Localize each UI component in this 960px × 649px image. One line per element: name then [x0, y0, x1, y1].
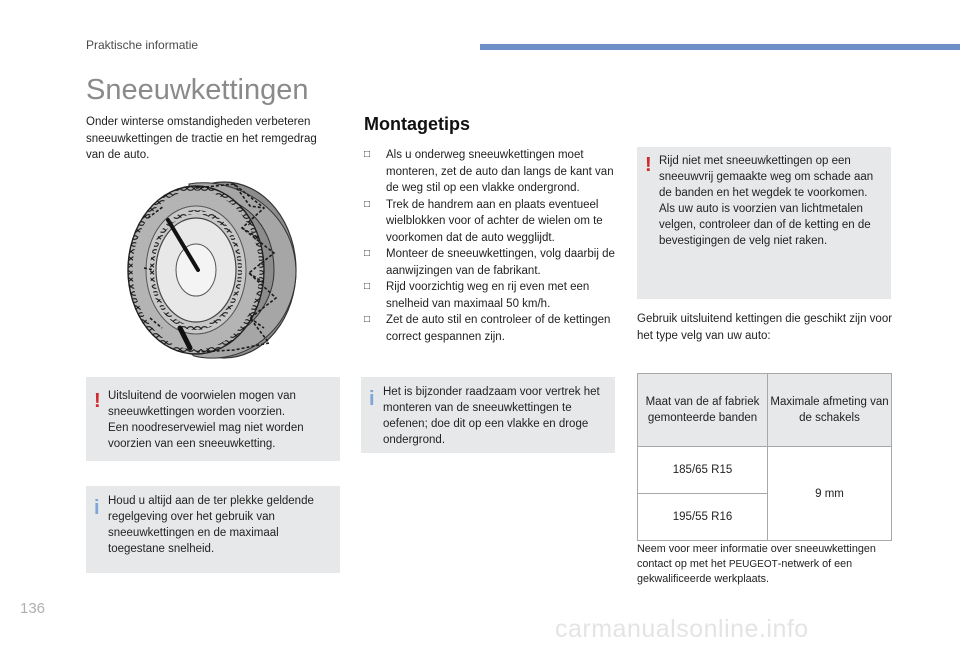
table-cell-tire-size: 195/55 R16	[638, 494, 768, 541]
list-item: □ Trek de handrem aan en plaats eventueel wielblokken voor of achter de wielen om te voorkomen dat de auto wegglijdt.	[364, 198, 603, 244]
montage-tips-list	[364, 147, 616, 345]
warning-box-snowfree-road: ! Rijd niet met sneeuwkettingen op een sneeuwvrij gemaakte weg om schade aan de banden en het wegdek te voorkomen. Als uw auto is voorzien van lichtmetalen velgen, controleer dan of de ketting en de bevestigingen de velg niet raken.	[637, 147, 891, 299]
checkbox-bullet-icon: □	[364, 198, 371, 210]
checkbox-bullet-icon: □	[364, 149, 371, 160]
info-box-practice: i Het is bijzonder raadzaam voor vertrek het monteren van de sneeuwkettingen te oefenen; doe dit op een vlakke en droge ondergrond.	[361, 377, 615, 453]
montagetips-heading: Montagetips	[364, 114, 470, 134]
warning-box-front-wheels: ! Uitsluitend de voorwielen mogen van sneeuwkettingen worden voorzien. Een noodreservewiel mag niet worden voorzien van een sneeuwketting.	[86, 377, 340, 461]
info-icon: i	[94, 497, 100, 519]
chain-size-table	[637, 373, 892, 541]
list-item: □ Rijd voorzichtig weg en rij even met een snelheid van maximaal 50 km/h.	[364, 281, 590, 310]
page-number: 136	[20, 600, 46, 617]
table-cell-tire-size: 185/65 R15	[638, 447, 768, 494]
usage-text: Gebruik uitsluitend kettingen die geschikt zijn voor het type velg van uw auto:	[637, 313, 893, 342]
tire-with-snow-chain-illustration	[124, 178, 304, 366]
footer-watermark: carmanualsonline.info	[555, 615, 809, 643]
info-icon: i	[369, 388, 375, 410]
section-header: Praktische informatie	[86, 38, 199, 52]
list-item: □ Monteer de sneeuwkettingen, volg daarbij de aanwijzingen van de fabrikant.	[364, 248, 615, 277]
header-bar	[480, 44, 960, 50]
list-item: □ Als u onderweg sneeuwkettingen moet monteren, zet de auto dan langs de kant van de weg stil op een vlakke ondergrond.	[364, 149, 614, 194]
intro-text: Onder winterse omstandigheden verbeteren sneeuwkettingen de tractie en het remgedrag van de auto.	[86, 116, 317, 161]
info-box-regulations: i Houd u altijd aan de ter plekke geldende regelgeving over het gebruik van sneeuwkettingen en de maximaal toegestane snelheid.	[86, 486, 340, 573]
checkbox-bullet-icon: □	[364, 248, 371, 259]
page-title: Sneeuwkettingen	[86, 74, 309, 106]
checkbox-bullet-icon: □	[364, 314, 371, 325]
more-info-text: Neem voor meer informatie over sneeuwkettingen contact op met het PEUGEOT-netwerk of een gekwalificeerde werkplaats.	[637, 543, 876, 585]
table-header-tire-size: Maat van de af fabriek gemonteerde banden	[638, 374, 768, 447]
table-cell-link-size: 9 mm	[768, 447, 892, 541]
exclamation-icon: !	[645, 154, 652, 176]
brand-name: PEUGEOT	[728, 559, 778, 570]
list-item: □ Zet de auto stil en controleer of de kettingen correct gespannen zijn.	[364, 314, 611, 343]
checkbox-bullet-icon: □	[364, 281, 371, 292]
exclamation-icon: !	[94, 390, 101, 412]
table-header-link-size: Maximale afmeting van de schakels	[768, 374, 892, 447]
